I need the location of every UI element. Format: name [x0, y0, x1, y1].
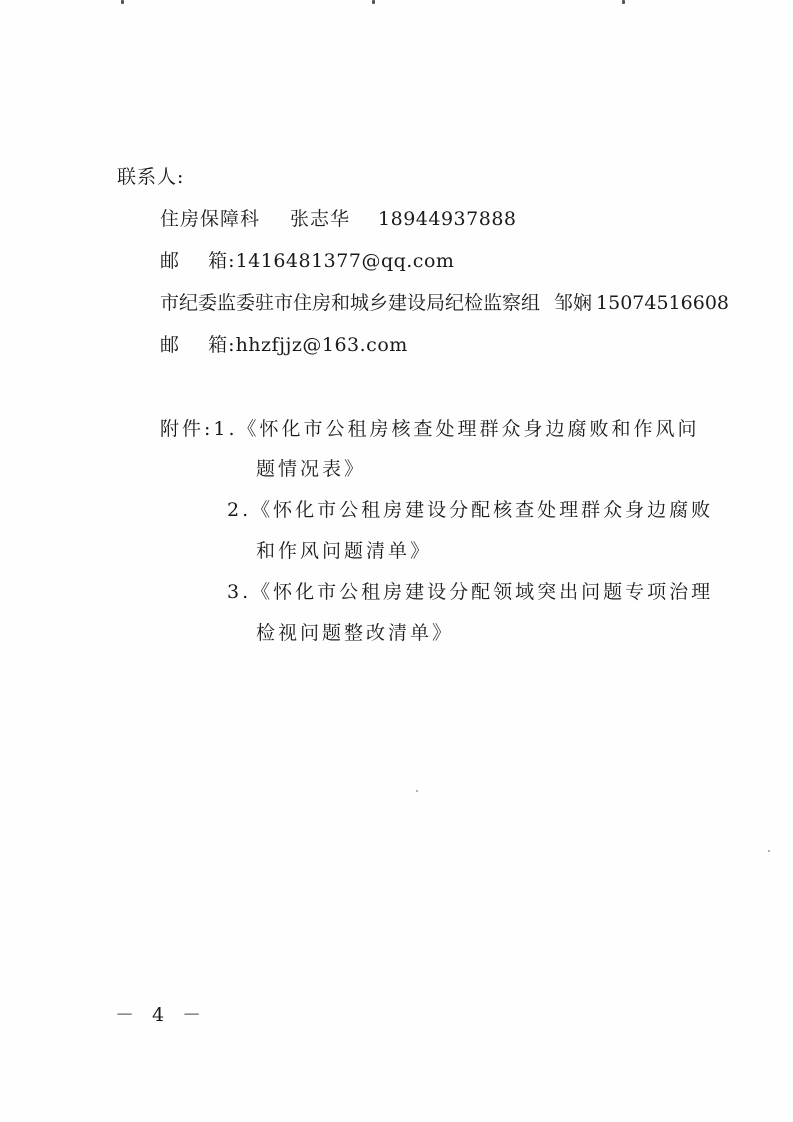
scan-mark [121, 0, 124, 4]
phone-number: 18944937888 [378, 208, 517, 230]
attachment-item-1 [160, 416, 700, 442]
contact-row-dept [160, 206, 517, 232]
contact-row-email1 [160, 248, 454, 274]
attachment-number: 2. [227, 499, 252, 521]
attachment-title-line2: 和作风问题清单》 [256, 540, 433, 562]
attachment-title-line1: 《怀化市公租房建设分配核查处理群众身边腐败 [251, 499, 714, 521]
contact-heading: 联系人: [117, 166, 185, 188]
contact-row-email2 [160, 332, 408, 358]
attachments-label: 附件: [160, 418, 214, 440]
email-address: 1416481377@qq.com [235, 250, 455, 272]
attachment-number: 1. [213, 418, 238, 440]
org-person-name: 邹娴 [554, 292, 593, 314]
dept-name: 住房保障科 [160, 208, 261, 230]
person-name: 张志华 [290, 208, 351, 230]
email-address: hhzfjjz@163.com [235, 334, 408, 356]
email-label: 邮 箱: [160, 334, 236, 356]
attachment-title-line1: 《怀化市公租房核查处理群众身边腐败和作风问 [237, 418, 700, 440]
scan-mark [622, 0, 625, 4]
attachment-title-line1: 《怀化市公租房建设分配领域突出问题专项治理 [251, 581, 714, 603]
contact-row-org [160, 290, 729, 316]
attachment-number: 3. [227, 581, 252, 603]
attachment-item-3 [227, 579, 713, 605]
org-name: 市纪委监委驻市住房和城乡建设局纪检监察组 [160, 292, 541, 314]
scan-mark [372, 0, 375, 4]
attachment-title-line2: 检视问题整改清单》 [256, 622, 455, 644]
attachment-title-line2: 题情况表》 [256, 458, 367, 480]
page-number: － 4 － [115, 1004, 208, 1026]
scan-speck [416, 790, 418, 792]
scan-speck [768, 850, 770, 852]
email-label: 邮 箱: [160, 250, 236, 272]
org-phone-number: 15074516608 [596, 292, 730, 314]
attachment-item-2 [227, 497, 713, 523]
